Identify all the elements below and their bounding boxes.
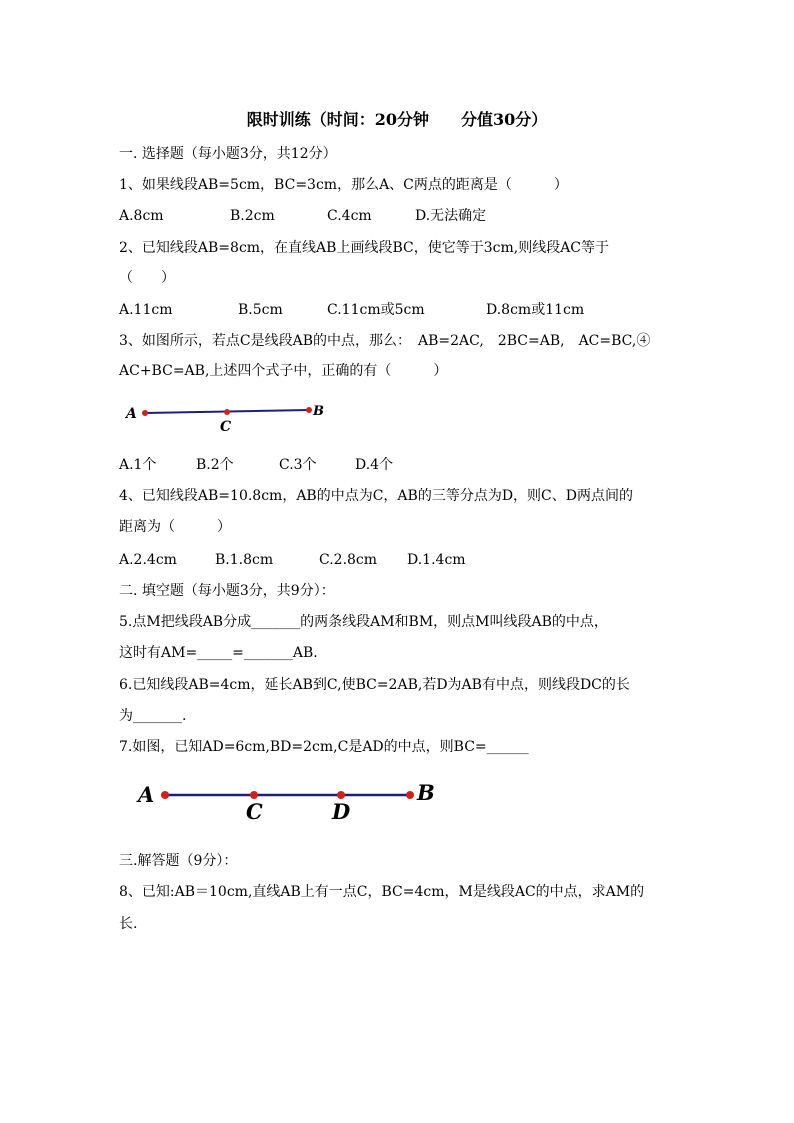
q3-label-c: C: [220, 419, 232, 435]
q4-option-b: B.1.8cm: [215, 552, 274, 568]
q2-option-b: B.5cm: [238, 302, 283, 318]
q4-option-c: C.2.8cm: [319, 552, 378, 568]
q2-stem-line1: 2、已知线段AB=8cm，在直线AB上画线段BC，使它等于3cm,则线段AC等于: [119, 240, 610, 256]
q5-line2: 这时有AM=_____=_______AB.: [119, 645, 318, 661]
q5-line1: 5.点M把线段AB分成_______的两条线段AM和BM，则点M叫线段AB的中点，: [119, 614, 608, 630]
q7-point-a: [161, 791, 169, 799]
q7-label-a: A: [138, 782, 155, 807]
q1-option-d: D.无法确定: [415, 208, 487, 224]
q6-line2: 为_______.: [119, 708, 187, 724]
q3-segment-ab: [145, 410, 309, 413]
q1-stem: 1、如果线段AB=5cm，BC=3cm，那么A、C两点的距离是（ ）: [119, 177, 568, 193]
q1-option-c: C.4cm: [327, 208, 372, 224]
q2-option-c: C.11cm或5cm: [327, 302, 425, 318]
q3-point-b: [306, 407, 312, 413]
section2-heading: 二. 填空题（每小题3分，共9分）：: [119, 583, 335, 599]
q2-stem-line2: （ ）: [119, 270, 175, 286]
q8-line2: 长.: [119, 916, 138, 932]
q3-point-a: [142, 410, 148, 416]
page-title: 限时训练（时间：20分钟 分值30分）: [246, 110, 548, 129]
q4-stem-line1: 4、已知线段AB=10.8cm，AB的中点为C，AB的三等分点为D，则C、D两点间的: [119, 488, 633, 504]
q3-point-c: [224, 409, 230, 415]
q1-option-a: A.8cm: [119, 208, 164, 224]
section3-heading: 三.解答题（9分）：: [119, 853, 238, 869]
section1-heading: 一. 选择题（每小题3分，共12分）: [119, 146, 337, 162]
q3-option-c: C.3个: [279, 457, 317, 473]
q7-point-b: [406, 791, 414, 799]
q2-option-a: A.11cm: [119, 302, 173, 318]
q4-stem-line2: 距离为（ ）: [119, 519, 231, 535]
q3-label-b: B: [313, 404, 324, 419]
q3-label-a: A: [126, 406, 137, 422]
q8-line1: 8、已知:AB＝10cm,直线AB上有一点C，BC=4cm，M是线段AC的中点，求AM的: [119, 884, 645, 900]
q6-line1: 6.已知线段AB=4cm，延长AB到C,使BC=2AB,若D为AB有中点，则线段DC的长: [119, 677, 630, 693]
q4-option-a: A.2.4cm: [119, 552, 177, 568]
q7-label-d: D: [332, 799, 351, 824]
q3-option-b: B.2个: [196, 457, 234, 473]
q7-point-d: [337, 791, 345, 799]
q3-stem-line1: 3、如图所示，若点C是线段AB的中点，那么： AB=2AC, 2BC=AB, AC=BC,④: [119, 333, 651, 349]
q1-option-b: B.2cm: [230, 208, 275, 224]
q2-option-d: D.8cm或11cm: [486, 302, 585, 318]
q3-option-a: A.1个: [119, 457, 157, 473]
q7-label-b: B: [417, 780, 435, 805]
q7-label-c: C: [246, 799, 263, 824]
q7-point-c: [250, 791, 258, 799]
q3-stem-line2: AC+BC=AB,上述四个式子中，正确的有（ ）: [119, 363, 448, 379]
q4-option-d: D.1.4cm: [407, 552, 466, 568]
q7-line1: 7.如图，已知AD=6cm,BD=2cm,C是AD的中点，则BC=______: [119, 739, 529, 755]
q3-option-d: D.4个: [355, 457, 394, 473]
